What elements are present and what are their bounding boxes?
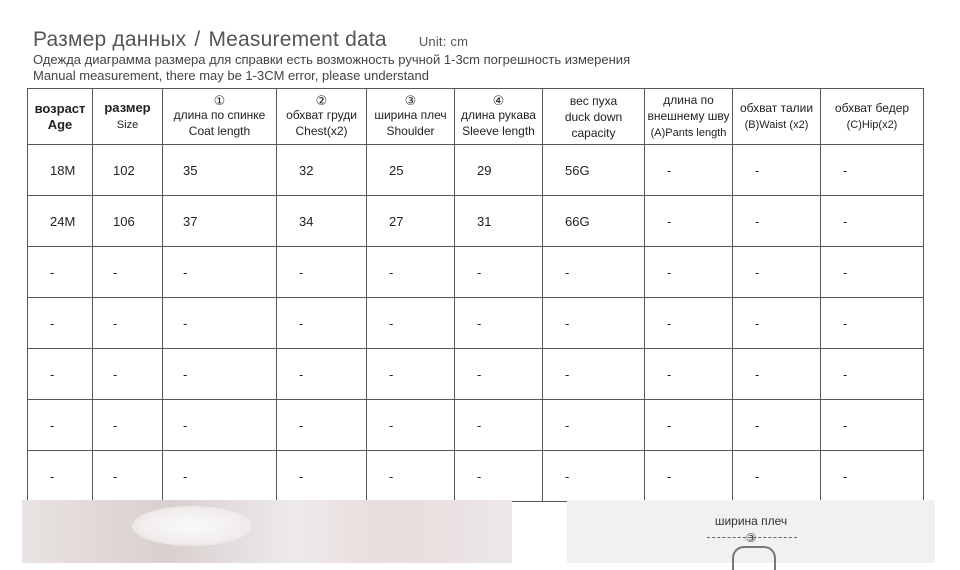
- table-cell: 29: [455, 145, 543, 196]
- table-cell: -: [367, 349, 455, 400]
- table-cell: -: [733, 400, 821, 451]
- table-cell: -: [277, 247, 367, 298]
- table-cell: 27: [367, 196, 455, 247]
- table-cell: -: [543, 349, 645, 400]
- table-cell: -: [93, 451, 163, 502]
- table-cell: 31: [455, 196, 543, 247]
- table-cell: 66G: [543, 196, 645, 247]
- diagram-number: ③: [745, 531, 757, 545]
- header-sleeve-length: ④ длина рукава Sleeve length: [455, 89, 543, 145]
- table-cell: -: [821, 400, 924, 451]
- shoulder-diagram: [567, 500, 935, 563]
- table-row: [28, 451, 924, 502]
- table-cell: -: [733, 349, 821, 400]
- size-table: [27, 88, 924, 502]
- table-cell: 56G: [543, 145, 645, 196]
- table-cell: -: [821, 145, 924, 196]
- table-cell: 32: [277, 145, 367, 196]
- table-cell: 24M: [28, 196, 93, 247]
- table-cell: 102: [93, 145, 163, 196]
- unit-label: Unit: cm: [418, 34, 469, 49]
- table-cell: -: [645, 349, 733, 400]
- table-cell: -: [455, 400, 543, 451]
- table-cell: 106: [93, 196, 163, 247]
- table-cell: -: [821, 247, 924, 298]
- diagram-label: ширина плеч: [714, 514, 788, 528]
- table-cell: -: [821, 349, 924, 400]
- fur-hood-highlight: [132, 506, 252, 546]
- table-cell: -: [163, 247, 277, 298]
- table-cell: -: [821, 451, 924, 502]
- table-cell: -: [645, 145, 733, 196]
- header-age: возраст Age: [28, 89, 93, 145]
- table-cell: 25: [367, 145, 455, 196]
- table-cell: -: [645, 247, 733, 298]
- table-cell: -: [277, 349, 367, 400]
- table-cell: -: [645, 298, 733, 349]
- table-cell: -: [733, 145, 821, 196]
- table-cell: -: [277, 298, 367, 349]
- table-cell: -: [543, 451, 645, 502]
- table-cell: -: [455, 349, 543, 400]
- table-cell: -: [645, 196, 733, 247]
- table-cell: -: [277, 451, 367, 502]
- page-title: [33, 28, 933, 52]
- table-row: [28, 145, 924, 196]
- table-row: [28, 400, 924, 451]
- table-row: [28, 298, 924, 349]
- table-cell: -: [28, 451, 93, 502]
- table-cell: -: [277, 400, 367, 451]
- table-cell: -: [163, 400, 277, 451]
- table-cell: -: [821, 298, 924, 349]
- table-cell: -: [543, 247, 645, 298]
- header-down-capacity: вес пуха duck down capacity: [543, 89, 645, 145]
- header-coat-length: ① длина по спинке Coat length: [163, 89, 277, 145]
- table-cell: -: [543, 400, 645, 451]
- table-cell: -: [28, 349, 93, 400]
- table-cell: -: [645, 451, 733, 502]
- table-cell: -: [28, 400, 93, 451]
- note-ru: Одежда диаграмма размера для справки есть возможность ручной 1-3cm погрешность измерения: [33, 52, 631, 67]
- header: [33, 28, 933, 84]
- table-cell: -: [645, 400, 733, 451]
- table-cell: 37: [163, 196, 277, 247]
- table-cell: 34: [277, 196, 367, 247]
- table-cell: -: [28, 298, 93, 349]
- header-shoulder: ③ ширина плеч Shoulder: [367, 89, 455, 145]
- table-cell: -: [367, 298, 455, 349]
- table-header-row: [28, 89, 924, 145]
- table-cell: -: [163, 298, 277, 349]
- title-en: Measurement data: [208, 28, 387, 51]
- table-cell: -: [28, 247, 93, 298]
- table-cell: -: [163, 349, 277, 400]
- table-row: [28, 349, 924, 400]
- table-cell: -: [93, 247, 163, 298]
- table-row: [28, 247, 924, 298]
- table-cell: -: [367, 451, 455, 502]
- table-cell: -: [733, 298, 821, 349]
- header-chest: ② обхват груди Chest(x2): [277, 89, 367, 145]
- table-cell: -: [93, 349, 163, 400]
- table-cell: -: [733, 196, 821, 247]
- note-en: Manual measurement, there may be 1-3CM error, please understand: [33, 68, 429, 83]
- collar-outline: [732, 546, 776, 570]
- header-hip: обхват бедер (C)Hip(x2): [821, 89, 924, 145]
- table-cell: -: [455, 247, 543, 298]
- table-cell: -: [455, 451, 543, 502]
- table-cell: 18M: [28, 145, 93, 196]
- table-row: [28, 196, 924, 247]
- header-size: размер Size: [93, 89, 163, 145]
- table-cell: -: [543, 298, 645, 349]
- table-cell: -: [733, 451, 821, 502]
- header-waist: обхват талии (B)Waist (x2): [733, 89, 821, 145]
- table-cell: -: [455, 298, 543, 349]
- header-pants-length: длина по внешнему шву (A)Pants length: [645, 89, 733, 145]
- title-ru: Размер данных: [33, 28, 187, 51]
- table-cell: -: [163, 451, 277, 502]
- table-cell: -: [367, 247, 455, 298]
- title-separator: /: [194, 28, 201, 51]
- table-cell: -: [93, 400, 163, 451]
- table-cell: -: [821, 196, 924, 247]
- table-cell: 35: [163, 145, 277, 196]
- table-cell: -: [93, 298, 163, 349]
- product-photo: [22, 500, 512, 563]
- table-cell: -: [733, 247, 821, 298]
- table-cell: -: [367, 400, 455, 451]
